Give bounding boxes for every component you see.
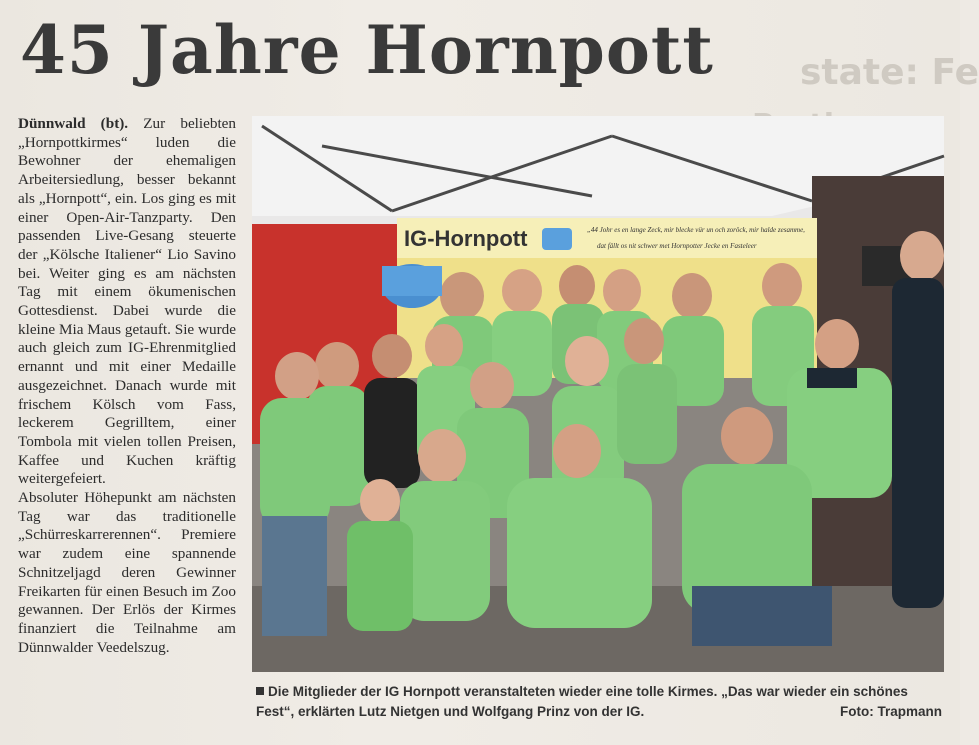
caption-marker-icon bbox=[256, 687, 264, 695]
article-paragraph-2: Absoluter Höhepunkt am nächsten Tag war das traditionelle „Schürreskarrerennen“. Premiere war zudem eine spannende Schnitzeljagd deren Gewinner Freikarten für einen Besuch im Zoo gewannen. Der Erlös der Kirmes finanziert die Teilnahme am Dünnwalder Veedelszug. bbox=[18, 489, 236, 656]
article-column bbox=[18, 115, 236, 657]
photo-credit: Foto: Trapmann bbox=[840, 704, 942, 719]
caption-text: Die Mitglieder der IG Hornpott veranstalteten wieder eine tolle Kirmes. „Das war wieder ein schönes Fest“, erklärten Lutz Nietgen und Wolfgang Prinz von der IG. bbox=[256, 684, 908, 719]
group-photo bbox=[252, 116, 944, 672]
sign-text-2: dat fällt os nit schwer met Hornpotter Jecke en Fasteleer bbox=[597, 242, 757, 250]
photo-caption bbox=[256, 682, 948, 722]
headline: 45 Jahre Hornpott bbox=[20, 11, 714, 89]
dateline: Dünnwald (bt). bbox=[18, 115, 129, 132]
sign-title: IG-Hornpott bbox=[404, 226, 528, 251]
paragraph-1-text: Zur beliebten „Hornpottkirmes“ luden die Bewohner der ehemaligen Arbeitersiedlung, besser bekannt als „Hornpott“, ein. Los ging es mit einer Open-Air-Tanzparty. Den passenden Live-Gesang steuerte der „Kölsche Italiener“ Lio Savino bei. Weiter ging es am nächsten Tag mit einem ökumenischen Gottesdienst. Dabei wurde die kleine Mia Maus getauft. Sie wurde auch gleich zum IG-Ehrenmitglied ernannt und mit einer Medaille ausgezeichnet. Danach wurde mit frischem Kölsch vom Fass, leckerem Gegrilltem, einer Tombola mit vielen tollen Preisen, Kaffee und Kuchen kräftig weitergefeiert. bbox=[18, 115, 237, 488]
article-paragraph-1 bbox=[18, 115, 236, 489]
bleed-through-text: state: Fe bbox=[800, 52, 979, 93]
sign-text-1: „44 Johr es en lange Zeck, mir blecke vür un och zoröck, mir halde zesamme, bbox=[587, 226, 805, 234]
pot-icon bbox=[542, 228, 572, 250]
